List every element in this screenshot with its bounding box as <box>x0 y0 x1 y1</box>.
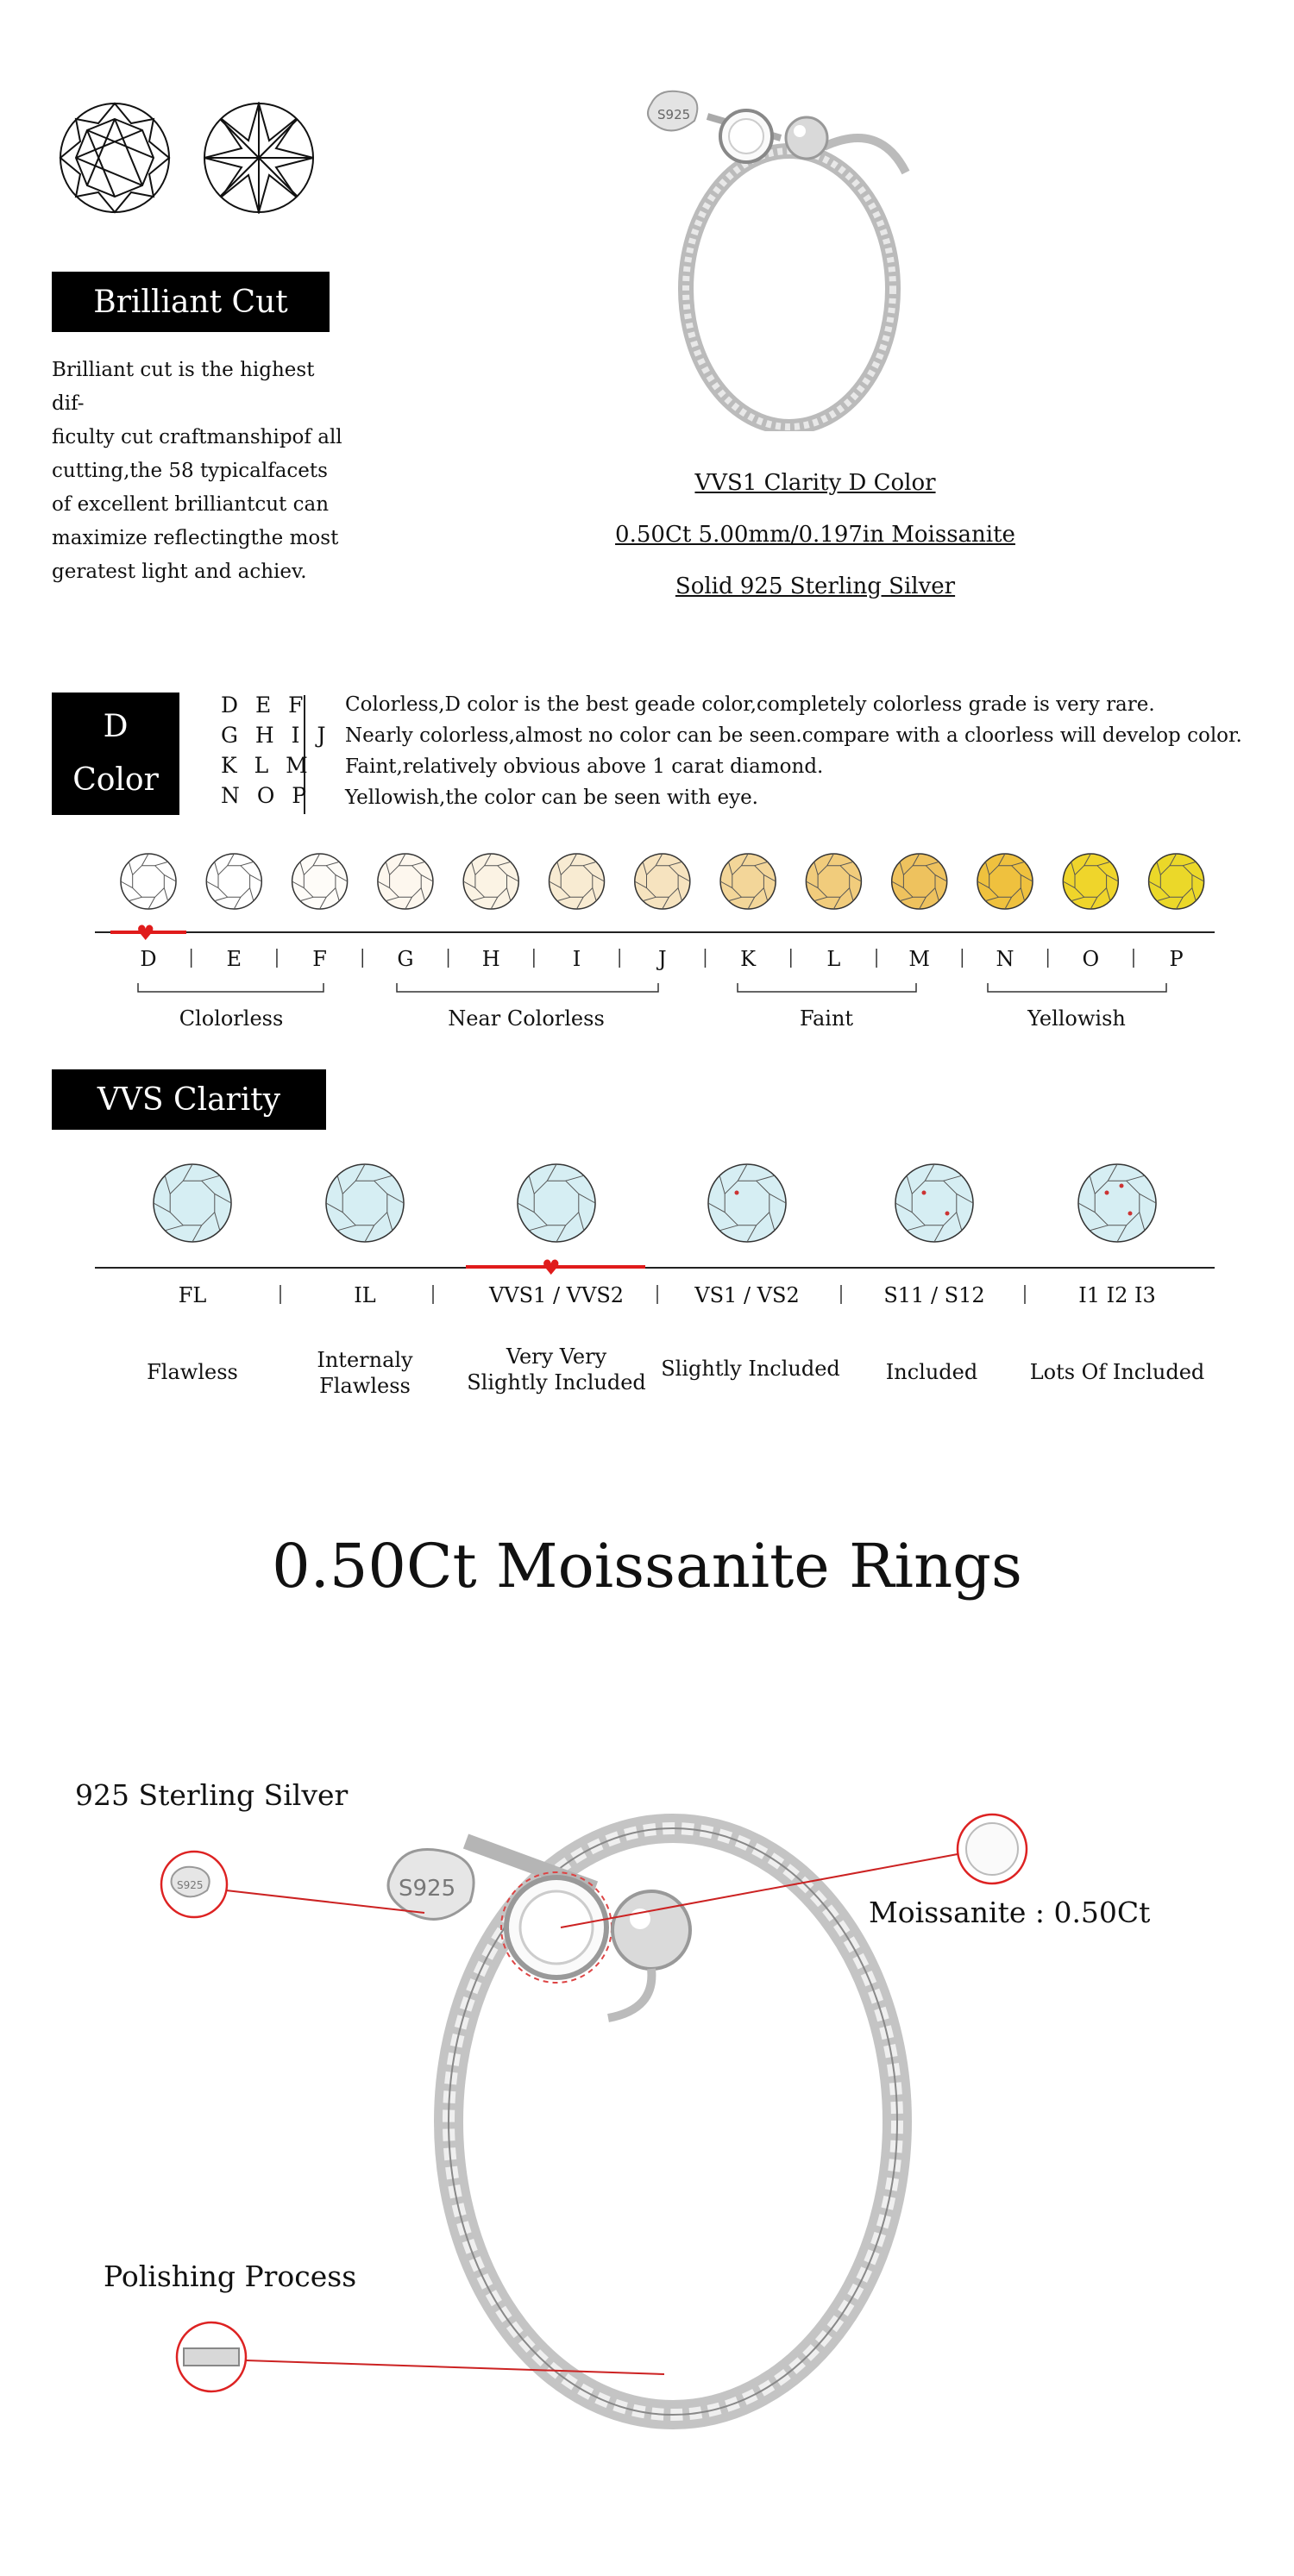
color-scale-letter: F <box>312 947 327 971</box>
color-scale-letter: J <box>657 947 667 971</box>
color-scale-letter: P <box>1169 947 1184 971</box>
color-gem-icon <box>806 854 861 909</box>
color-scale-letter: O <box>1082 947 1100 971</box>
spec-clarity-color: VVS1 Clarity D Color <box>694 470 936 496</box>
clarity-label-vvs <box>449 1344 664 1395</box>
color-scale-letter: K <box>740 947 757 971</box>
description-line: ficulty cut craftmanshipof all <box>52 426 342 448</box>
clarity-scale-svg <box>0 1278 1294 1313</box>
group-label-yellowish: Yellowish <box>1027 1006 1126 1031</box>
clarity-gems-svg <box>0 1160 1294 1246</box>
description-line: of excellent brilliantcut can <box>52 493 330 516</box>
clarity-label-line: Flawless <box>319 1374 411 1398</box>
grade-letters-klm: K L M <box>221 753 313 778</box>
color-scale-line <box>95 931 1215 933</box>
color-gem-icon <box>1149 854 1204 909</box>
color-scale-letter: N <box>996 947 1014 971</box>
heart-marker-icon: ♥ <box>136 921 155 945</box>
d-color-badge <box>52 693 179 815</box>
callout-label-moissanite: Moissanite : 0.50Ct <box>869 1896 1151 1929</box>
clarity-label-line: Lots Of Included <box>1029 1360 1205 1384</box>
s925-tag-large-icon <box>388 1849 474 1919</box>
inclusion-mark <box>1120 1184 1124 1188</box>
s925-tag-icon <box>648 91 697 131</box>
description-line: Brilliant cut is the highest dif- <box>52 359 315 415</box>
color-scale-letter: I <box>572 947 581 971</box>
spec-metal: Solid 925 Sterling Silver <box>675 573 956 599</box>
clarity-gem-icon <box>895 1164 973 1242</box>
grade-letters-def: D E F <box>221 693 309 718</box>
color-gem-icon <box>463 854 518 909</box>
clarity-label-vs <box>651 1357 850 1381</box>
callout-label-polishing: Polishing Process <box>104 2259 357 2293</box>
clarity-label-flawless <box>106 1360 279 1384</box>
color-gem-row <box>0 852 1294 912</box>
clarity-label-line: Included <box>885 1360 978 1384</box>
spec-carat-size: 0.50Ct 5.00mm/0.197in Moissanite <box>615 522 1015 548</box>
grade-letters-ghij: G H I J <box>221 723 331 748</box>
svg-text:S925: S925 <box>177 1879 204 1891</box>
color-scale-letter: M <box>908 947 930 971</box>
clarity-gem-icon <box>1078 1164 1156 1242</box>
color-gem-icon <box>1063 854 1118 909</box>
clarity-gem-icon <box>154 1164 231 1242</box>
clarity-label-i <box>1009 1360 1225 1384</box>
ring-product-image-small <box>621 69 966 431</box>
clarity-heading <box>52 1069 326 1130</box>
color-gem-icon <box>977 854 1033 909</box>
color-gem-icon <box>635 854 690 909</box>
clarity-label-line: Slightly Included <box>467 1370 646 1395</box>
clarity-label-si <box>845 1360 1018 1384</box>
clarity-label-line: Flawless <box>147 1360 238 1384</box>
brilliant-cut-description <box>52 354 345 589</box>
brilliant-cut-heading <box>52 272 330 332</box>
clarity-heading-text: VVS Clarity <box>97 1081 281 1118</box>
ring-product-image-large <box>0 1759 1294 2535</box>
color-gems-svg <box>0 852 1294 912</box>
grade-desc-nop: Yellowish,the color can be seen with eye. <box>345 787 758 809</box>
color-gem-icon <box>292 854 348 909</box>
product-title: 0.50Ct Moissanite Rings <box>272 1531 1022 1601</box>
description-line: maximize reflectingthe most <box>52 527 339 549</box>
clarity-gem-icon <box>518 1164 595 1242</box>
grade-desc-klm: Faint,relatively obvious above 1 carat diamond. <box>345 755 824 778</box>
color-group-brackets <box>0 981 1294 999</box>
group-label-faint: Faint <box>799 1006 854 1031</box>
color-scale-letter: H <box>481 947 500 971</box>
color-gem-icon <box>206 854 261 909</box>
clarity-grade-row <box>0 1278 1294 1313</box>
inclusion-mark <box>922 1191 927 1195</box>
clarity-label-if <box>279 1347 451 1399</box>
clarity-label-line: Slightly Included <box>661 1357 840 1381</box>
group-label-near-colorless: Near Colorless <box>448 1006 605 1031</box>
clarity-grade-label: FL <box>178 1283 207 1307</box>
color-scale-letter: G <box>397 947 414 971</box>
brilliant-cut-heading-text: Brilliant Cut <box>93 284 288 320</box>
tag-callout <box>161 1852 424 1917</box>
inclusion-mark <box>1105 1191 1109 1195</box>
clarity-grade-label: VS1 / VS2 <box>694 1283 800 1307</box>
clarity-grade-label: VVS1 / VVS2 <box>488 1283 625 1307</box>
color-gem-icon <box>121 854 176 909</box>
clarity-grade-label: I1 I2 I3 <box>1078 1283 1156 1307</box>
color-scale-letter: L <box>826 947 841 971</box>
svg-text:S925: S925 <box>399 1876 456 1902</box>
brilliant-cut-diagram-icon <box>59 102 335 214</box>
d-color-badge-word: Color <box>72 762 159 798</box>
svg-text:S925: S925 <box>657 107 691 122</box>
clarity-scale-line <box>95 1267 1215 1269</box>
color-gem-icon <box>378 854 433 909</box>
clarity-gem-icon <box>708 1164 786 1242</box>
clarity-gem-row <box>0 1160 1294 1246</box>
color-gem-icon <box>892 854 947 909</box>
clarity-gem-icon <box>326 1164 404 1242</box>
clarity-grade-label: IL <box>354 1283 376 1307</box>
clarity-marker-icon: ♥ <box>542 1256 561 1280</box>
color-scale-letter: D <box>140 947 157 971</box>
inclusion-mark <box>945 1212 950 1216</box>
clarity-grade-label: S11 / S12 <box>883 1283 985 1307</box>
grade-desc-ghij: Nearly colorless,almost no color can be seen.compare with a cloorless will develop color. <box>345 724 1242 747</box>
clarity-label-line: Very Very <box>506 1344 607 1369</box>
description-line: geratest light and achiev. <box>52 561 307 583</box>
grade-letters-nop: N O P <box>221 783 312 808</box>
color-scale-letter: E <box>226 947 242 971</box>
clarity-label-line: Internaly <box>317 1348 413 1372</box>
d-color-badge-letter: D <box>103 709 129 744</box>
description-line: cutting,the 58 typicalfacets <box>52 460 328 482</box>
group-label-colorless: Clolorless <box>179 1006 284 1031</box>
callout-label-silver: 925 Sterling Silver <box>75 1778 349 1812</box>
inclusion-mark <box>735 1191 739 1195</box>
color-scale-svg <box>0 942 1294 976</box>
color-gem-icon <box>720 854 776 909</box>
color-gem-icon <box>550 854 605 909</box>
color-scale-letters <box>0 942 1294 976</box>
inclusion-mark <box>1128 1212 1133 1216</box>
grade-desc-def: Colorless,D color is the best geade color,completely colorless grade is very rare. <box>345 693 1155 716</box>
